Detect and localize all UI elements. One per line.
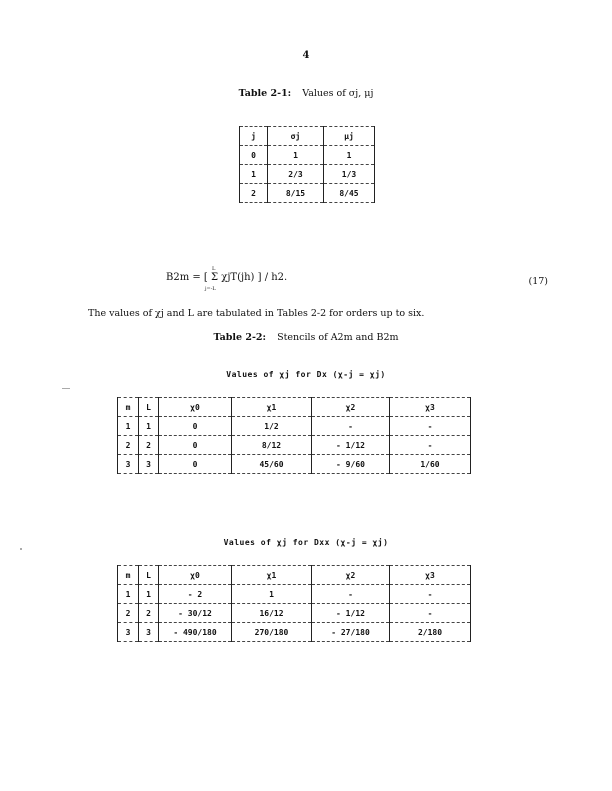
table-cell: 3	[118, 623, 139, 642]
table-header-row	[118, 566, 471, 585]
header-cell: σj	[268, 127, 324, 146]
table-cell: 2	[139, 604, 159, 623]
equation-number: (17)	[528, 276, 548, 287]
table-cell: 2	[118, 604, 139, 623]
table-cell: - 2	[159, 585, 232, 604]
table-row	[118, 455, 471, 474]
table-cell: 16/12	[232, 604, 312, 623]
dxx-stencil-table	[117, 565, 471, 642]
table-label: Table 2-2:	[213, 332, 267, 343]
table-cell: 1	[139, 417, 159, 436]
table-cell: 270/180	[232, 623, 312, 642]
table-cell: 3	[139, 623, 159, 642]
page-number: 4	[302, 50, 310, 61]
dx-stencil-table	[117, 397, 471, 474]
body-paragraph: The values of χj and L are tabulated in Tables 2-2 for orders up to six.	[88, 308, 425, 319]
header-cell: χ0	[159, 566, 232, 585]
header-cell: χ1	[232, 566, 312, 585]
header-cell: μj	[324, 127, 375, 146]
table-cell: 1/3	[324, 165, 375, 184]
header-cell: χ3	[390, 398, 471, 417]
table-cell: - 1/12	[312, 604, 390, 623]
table-cell: 3	[118, 455, 139, 474]
header-cell: χ1	[232, 398, 312, 417]
header-cell: m	[118, 566, 139, 585]
table-cell: 3	[139, 455, 159, 474]
table-2-2-caption	[0, 332, 612, 343]
table-cell: 1	[139, 585, 159, 604]
table-cell: - 27/180	[312, 623, 390, 642]
header-cell: χ3	[390, 566, 471, 585]
table-row	[118, 623, 471, 642]
table-2-1-caption	[0, 88, 612, 99]
scan-artifact	[62, 388, 70, 389]
table-row	[240, 165, 375, 184]
table-header-row	[118, 398, 471, 417]
table-cell: -	[390, 417, 471, 436]
header-cell: m	[118, 398, 139, 417]
table-cell: 2	[118, 436, 139, 455]
table-cell: 2/3	[268, 165, 324, 184]
header-cell: L	[139, 566, 159, 585]
table-cell: 2	[139, 436, 159, 455]
table-cell: 1/60	[390, 455, 471, 474]
table-cell: 0	[159, 417, 232, 436]
header-cell: χ2	[312, 566, 390, 585]
table-cell: 0	[159, 455, 232, 474]
table-cell: 8/45	[324, 184, 375, 203]
table-cell: 2/180	[390, 623, 471, 642]
table-cell: 0	[240, 146, 268, 165]
table-cell: 8/12	[232, 436, 312, 455]
table-cell: -	[390, 585, 471, 604]
table-row	[118, 436, 471, 455]
table-row	[118, 585, 471, 604]
table-cell: - 1/12	[312, 436, 390, 455]
header-cell: χ0	[159, 398, 232, 417]
table-cell: 8/15	[268, 184, 324, 203]
table-header-row	[240, 127, 375, 146]
equation-17: B2m = [ Σ χjT(jh) ] / h2.	[166, 272, 288, 283]
table-2-1	[239, 126, 375, 203]
dxx-table-heading: Values of χj for Dxx (χ-j = χj)	[223, 538, 389, 547]
table-cell: -	[312, 585, 390, 604]
dx-table-heading: Values of χj for Dx (χ-j = χj)	[226, 370, 386, 379]
table-row	[118, 604, 471, 623]
table-row	[240, 146, 375, 165]
header-cell: L	[139, 398, 159, 417]
table-cell: 1	[118, 417, 139, 436]
table-cell: 1	[268, 146, 324, 165]
table-title: Stencils of A2m and B2m	[277, 332, 399, 343]
table-cell: 45/60	[232, 455, 312, 474]
table-cell: 1	[118, 585, 139, 604]
table-cell: 2	[240, 184, 268, 203]
sigma-lower-limit: j=-L	[205, 286, 216, 292]
table-row	[240, 184, 375, 203]
table-cell: 1	[240, 165, 268, 184]
table-cell: 1	[324, 146, 375, 165]
table-cell: - 9/60	[312, 455, 390, 474]
table-cell: - 490/180	[159, 623, 232, 642]
table-cell: 1	[232, 585, 312, 604]
header-cell: χ2	[312, 398, 390, 417]
table-cell: -	[312, 417, 390, 436]
table-cell: 1/2	[232, 417, 312, 436]
header-cell: j	[240, 127, 268, 146]
table-cell: 0	[159, 436, 232, 455]
table-title: Values of σj, μj	[302, 88, 374, 99]
table-label: Table 2-1:	[238, 88, 292, 99]
sigma-upper-limit: L	[212, 266, 216, 272]
scan-artifact	[20, 548, 22, 550]
table-cell: -	[390, 436, 471, 455]
table-cell: - 30/12	[159, 604, 232, 623]
table-cell: -	[390, 604, 471, 623]
table-row	[118, 417, 471, 436]
